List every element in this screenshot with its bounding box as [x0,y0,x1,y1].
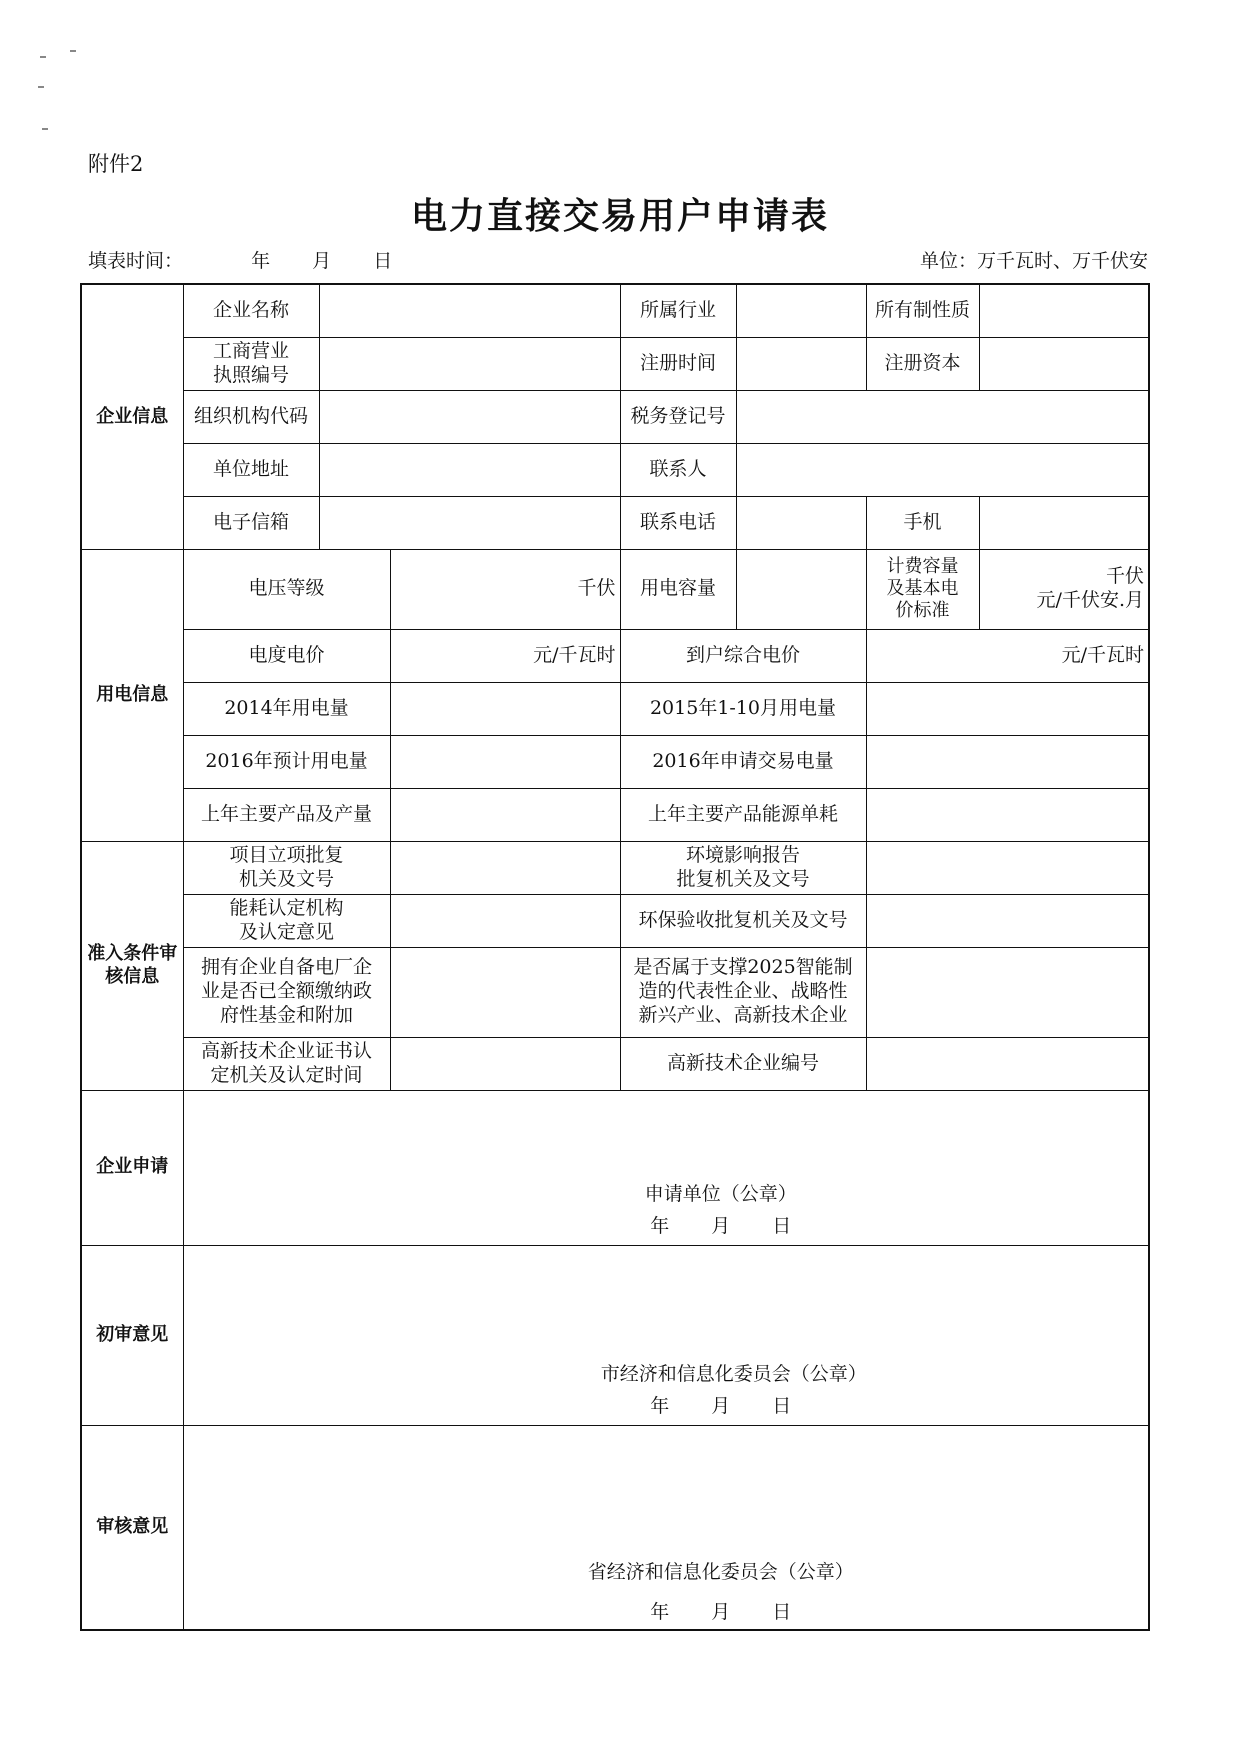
label-project-approval: 项目立项批复 机关及文号 [183,841,390,894]
label-ownership: 所有制性质 [866,284,979,337]
page-title: 电力直接交易用户申请表 [410,196,829,237]
unit-billing-kv: 千伏 [1105,565,1144,588]
label-support-2025: 是否属于支撑2025智能制 造的代表性企业、战略性 新兴产业、高新技术企业 [620,947,866,1037]
province-committee-seal: 省经济和信息化委员会（公章） [587,1561,854,1584]
label-self-power-plant: 拥有企业自备电厂企 业是否已全额缴纳政 府性基金和附加 [183,947,390,1037]
value-env-acceptance[interactable] [866,894,1149,947]
value-usage-2014[interactable] [390,682,620,735]
label-voltage-level: 电压等级 [183,549,390,629]
value-power-capacity[interactable] [736,549,866,629]
label-mobile: 手机 [866,496,979,549]
province-committee-date: 年 月 日 [650,1601,792,1624]
unit-billing-price: 元/千伏安.月 [1036,589,1144,611]
scan-mark [40,56,46,58]
label-env-report: 环境影响报告 批复机关及文号 [620,841,866,894]
value-registered-capital[interactable] [979,337,1149,390]
label-hightech-number: 高新技术企业编号 [620,1037,866,1090]
label-billing-capacity: 计费容量 及基本电 价标准 [866,549,979,629]
fill-time-label: 填表时间： [88,250,184,272]
value-enterprise-name[interactable] [319,284,620,337]
label-energy-price: 电度电价 [183,629,390,682]
label-enterprise-name: 企业名称 [183,284,319,337]
value-billing-capacity[interactable] [979,549,1149,629]
label-energy-certification: 能耗认定机构 及认定意见 [183,894,390,947]
value-business-license[interactable] [319,337,620,390]
city-committee-seal: 市经济和信息化委员会（公章） [600,1362,867,1385]
section-access-review: 准入条件审核信息 [81,841,183,1090]
label-registered-capital: 注册资本 [866,337,979,390]
unit-energy-price: 元/千瓦时 [533,643,616,666]
label-env-acceptance: 环保验收批复机关及文号 [620,894,866,947]
fill-time [88,246,392,273]
value-trade-2016[interactable] [866,735,1149,788]
enterprise-apply-area[interactable] [183,1090,1149,1245]
label-org-code: 组织机构代码 [183,390,319,443]
value-mobile[interactable] [979,496,1149,549]
value-energy-certification[interactable] [390,894,620,947]
unit-label: 单位：万千瓦时、万千伏安 [919,250,1148,272]
fill-year: 年 [251,250,271,272]
applicant-seal: 申请单位（公章） [644,1182,797,1205]
value-project-approval[interactable] [390,841,620,894]
value-env-report[interactable] [866,841,1149,894]
value-ownership[interactable] [979,284,1149,337]
label-energy-per-unit: 上年主要产品能源单耗 [620,788,866,841]
value-forecast-2016[interactable] [390,735,620,788]
label-address: 单位地址 [183,443,319,496]
value-registration-time[interactable] [736,337,866,390]
city-committee-date: 年 月 日 [650,1394,792,1417]
unit-total-price: 元/千瓦时 [1061,643,1144,666]
attachment-label: 附件2 [88,152,144,176]
value-usage-2015[interactable] [866,682,1149,735]
label-forecast-2016: 2016年预计用电量 [183,735,390,788]
applicant-date: 年 月 日 [650,1214,792,1237]
label-tax-number: 税务登记号 [620,390,736,443]
value-voltage-level[interactable] [390,549,620,629]
label-total-price: 到户综合电价 [620,629,866,682]
scan-mark [38,86,44,88]
section-preliminary-review: 初审意见 [81,1245,183,1425]
label-hightech-certificate: 高新技术企业证书认 定机关及认定时间 [183,1037,390,1090]
value-hightech-certificate[interactable] [390,1037,620,1090]
value-tax-number[interactable] [736,390,1149,443]
value-phone[interactable] [736,496,866,549]
value-self-power-plant[interactable] [390,947,620,1037]
label-registration-time: 注册时间 [620,337,736,390]
unit-kv: 千伏 [577,577,616,600]
value-main-products[interactable] [390,788,620,841]
value-energy-per-unit[interactable] [866,788,1149,841]
value-org-code[interactable] [319,390,620,443]
label-industry: 所属行业 [620,284,736,337]
label-trade-2016: 2016年申请交易电量 [620,735,866,788]
label-email: 电子信箱 [183,496,319,549]
label-usage-2015: 2015年1-10月用电量 [620,682,866,735]
label-business-license: 工商营业 执照编号 [183,337,319,390]
audit-opinion-area[interactable] [183,1425,1149,1630]
fill-day: 日 [373,250,393,272]
value-energy-price[interactable] [390,629,620,682]
scan-mark [42,128,48,130]
section-enterprise-info: 企业信息 [81,284,183,549]
label-main-products: 上年主要产品及产量 [183,788,390,841]
section-audit-opinion: 审核意见 [81,1425,183,1630]
label-usage-2014: 2014年用电量 [183,682,390,735]
value-support-2025[interactable] [866,947,1149,1037]
section-enterprise-apply: 企业申请 [81,1090,183,1245]
value-email[interactable] [319,496,620,549]
fill-month: 月 [312,250,332,272]
scan-mark [70,50,76,52]
label-power-capacity: 用电容量 [620,549,736,629]
application-table [80,283,1150,1631]
value-total-price[interactable] [866,629,1149,682]
preliminary-review-area[interactable] [183,1245,1149,1425]
value-contact[interactable] [736,443,1149,496]
section-power-info: 用电信息 [81,549,183,841]
label-contact: 联系人 [620,443,736,496]
value-industry[interactable] [736,284,866,337]
value-address[interactable] [319,443,620,496]
label-phone: 联系电话 [620,496,736,549]
value-hightech-number[interactable] [866,1037,1149,1090]
